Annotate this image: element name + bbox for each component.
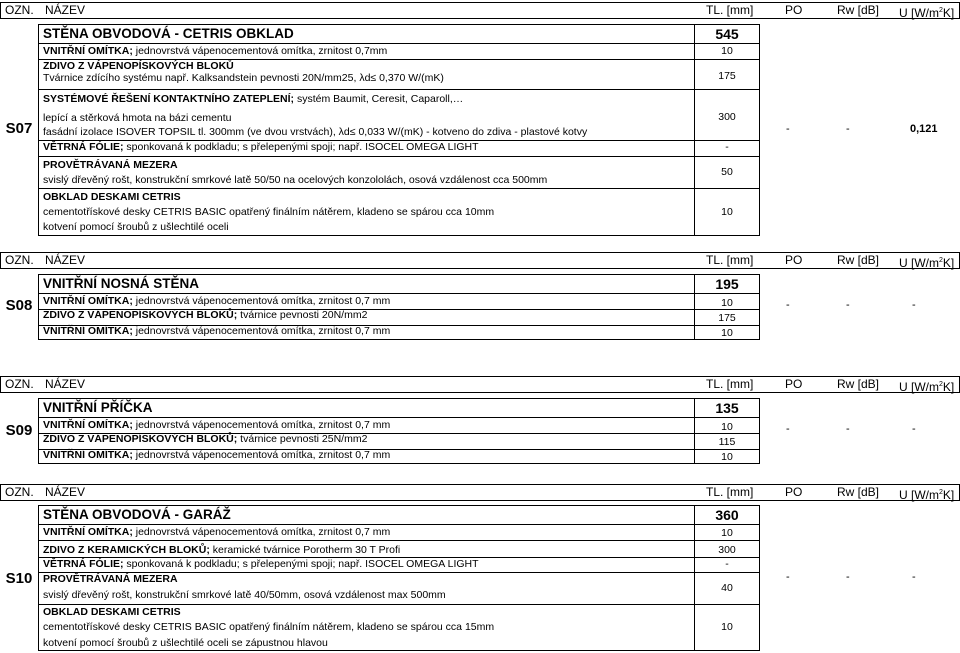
table-header [0, 484, 960, 501]
section-code: S08 [5, 297, 33, 314]
header-tl: TL. [mm] [706, 485, 754, 499]
header-po: PO [785, 253, 803, 267]
layer-thickness: 300 [718, 111, 736, 123]
header-u: U $[W/m^2K]$ [899, 488, 955, 502]
rw-value: - [846, 123, 850, 135]
header-ozn: OZN. [5, 3, 34, 17]
rw-value: - [846, 299, 850, 311]
table-header [0, 2, 960, 19]
layer-row: VNITŘNÍ OMÍTKA; jednovrstvá vápenocementová omítka, zrnitost 0,7 mm [43, 526, 391, 538]
layer-row: ZDIVO Z VÁPENOPÍSKOVÝCH BLOKŮ [43, 60, 234, 72]
layer-row: VĚTRNÁ FÓLIE; sponkovaná k podkladu; s přelepenými spoji; např. ISOCEL OMEGA LIGHT [43, 558, 479, 570]
layer-row: cementotřískové desky CETRIS BASIC opatřený finálním nátěrem, kladeno se spárou cca 10mm [43, 206, 495, 218]
header-nazev: NÁZEV [45, 253, 86, 267]
layer-row: ZDIVO Z VÁPENOPÍSKOVÝCH BLOKŮ; tvárnice pevnosti 25N/mm2 [43, 433, 368, 445]
header-tl: TL. [mm] [706, 3, 754, 17]
layer-row: svislý dřevěný rošt, konstrukční smrkové latě 40/50mm, osová vzdálenost max 500mm [43, 589, 446, 601]
layer-row: VNITŘNÍ OMÍTKA; jednovrstvá vápenocementová omítka, zrnitost 0,7 mm [43, 325, 391, 337]
layer-row: VNITŘNÍ OMÍTKA; jednovrstvá vápenocementová omítka, zrnitost 0,7 mm [43, 419, 391, 431]
layer-row: VNITŘNÍ OMÍTKA; jednovrstvá vápenocementová omítka, zrnitost 0,7 mm [43, 295, 391, 307]
header-po: PO [785, 3, 803, 17]
layer-thickness: 10 [721, 621, 733, 633]
header-nazev: NÁZEV [45, 377, 86, 391]
layer-thickness: 10 [721, 451, 733, 463]
layer-thickness: 10 [721, 45, 733, 57]
header-ozn: OZN. [5, 485, 34, 499]
section-title: VNITŘNÍ NOSNÁ STĚNA [43, 276, 200, 291]
layer-row: SYSTÉMOVÉ ŘEŠENÍ KONTAKTNÍHO ZATEPLENÍ; systém Baumit, Ceresit, Caparoll,… [43, 93, 464, 105]
layer-thickness: 10 [721, 421, 733, 433]
header-rw: Rw [dB] [837, 3, 880, 17]
layer-row: PROVĚTRÁVANÁ MEZERA [43, 159, 178, 171]
layer-table [38, 505, 760, 651]
header-tl: TL. [mm] [706, 377, 754, 391]
layer-thickness: 10 [721, 206, 733, 218]
layer-thickness: - [725, 141, 729, 153]
section-title: STĚNA OBVODOVÁ - GARÁŽ [43, 507, 231, 522]
u-value: - [912, 299, 916, 311]
header-rw: Rw [dB] [837, 377, 880, 391]
layer-row: kotvení pomocí šroubů z ušlechtilé oceli [43, 221, 229, 233]
header-rw: Rw [dB] [837, 485, 880, 499]
header-nazev: NÁZEV [45, 485, 86, 499]
section-title: STĚNA OBVODOVÁ - CETRIS OBKLAD [43, 26, 294, 41]
table-header [0, 376, 960, 393]
layer-thickness: 50 [721, 166, 733, 178]
section-code: S07 [5, 120, 33, 137]
layer-row: OBKLAD DESKAMI CETRIS [43, 606, 181, 618]
rw-value: - [846, 423, 850, 435]
layer-row: kotvení pomocí šroubů z ušlechtilé oceli se zápustnou hlavou [43, 637, 328, 649]
layer-row: PROVĚTRÁVANÁ MEZERA [43, 573, 178, 585]
layer-thickness: 10 [721, 297, 733, 309]
header-u: U $[W/m^2K]$ [899, 256, 955, 270]
total-thickness: 360 [715, 507, 739, 523]
layer-table [38, 24, 760, 236]
header-po: PO [785, 377, 803, 391]
po-value: - [786, 299, 790, 311]
u-value: - [912, 423, 916, 435]
total-thickness: 195 [715, 276, 739, 292]
header-po: PO [785, 485, 803, 499]
layer-row: svislý dřevěný rošt, konstrukční smrkové latě 50/50 na ocelových konzololách, osová vzdálenost cca 500mm [43, 174, 548, 186]
layer-row: ZDIVO Z VÁPENOPÍSKOVÝCH BLOKŮ; tvárnice pevnosti 20N/mm2 [43, 309, 368, 321]
layer-thickness: 115 [718, 436, 736, 448]
layer-row: Tvárnice zdícího systému např. Kalksandstein pevnosti 20N/mm25, λd≤ 0,370 W/(mK) [43, 72, 444, 84]
layer-row: cementotřískové desky CETRIS BASIC opatřený finálním nátěrem, kladeno se spárou cca 15mm [43, 621, 495, 633]
rw-value: - [846, 571, 850, 583]
header-u: U $[W/m^2K]$ [899, 380, 955, 394]
layer-thickness: 10 [721, 527, 733, 539]
header-rw: Rw [dB] [837, 253, 880, 267]
layer-table [38, 398, 760, 464]
layer-thickness: 40 [721, 582, 733, 594]
layer-thickness: 300 [718, 544, 736, 556]
layer-row: VĚTRNÁ FÓLIE; sponkovaná k podkladu; s přelepenými spoji; např. ISOCEL OMEGA LIGHT [43, 141, 479, 153]
layer-thickness: 175 [718, 312, 736, 324]
header-tl: TL. [mm] [706, 253, 754, 267]
layer-row: OBKLAD DESKAMI CETRIS [43, 191, 181, 203]
layer-row: fasádní izolace ISOVER TOPSIL tl. 300mm (ve dvou vrstvách), λd≤ 0,033 W/(mK) - kotveno do zdiva - plastové kotvy [43, 126, 588, 138]
po-value: - [786, 571, 790, 583]
total-thickness: 545 [715, 26, 739, 42]
layer-row: lepící a stěrková hmota na bázi cementu [43, 112, 232, 124]
layer-thickness: 10 [721, 327, 733, 339]
u-value: 0,121 [910, 123, 938, 135]
layer-table [38, 274, 760, 340]
section-code: S09 [5, 422, 33, 439]
layer-thickness: 175 [718, 70, 736, 82]
header-u: U $[W/m^2K]$ [899, 6, 955, 20]
layer-row: ZDIVO Z KERAMICKÝCH BLOKŮ; keramické tvárnice Porotherm 30 T Profi [43, 544, 401, 556]
section-title: VNITŘNÍ PŘÍČKA [43, 400, 153, 415]
table-header [0, 252, 960, 269]
header-ozn: OZN. [5, 253, 34, 267]
layer-row: VNITŘNÍ OMÍTKA; jednovrstvá vápenocementová omítka, zrnitost 0,7 mm [43, 449, 391, 461]
layer-thickness: - [725, 558, 729, 570]
u-value: - [912, 571, 916, 583]
section-code: S10 [5, 570, 33, 587]
layer-row: VNITŘNÍ OMÍTKA; jednovrstvá vápenocementová omítka, zrnitost 0,7mm [43, 45, 388, 57]
header-nazev: NÁZEV [45, 3, 86, 17]
po-value: - [786, 423, 790, 435]
po-value: - [786, 123, 790, 135]
header-ozn: OZN. [5, 377, 34, 391]
total-thickness: 135 [715, 400, 739, 416]
